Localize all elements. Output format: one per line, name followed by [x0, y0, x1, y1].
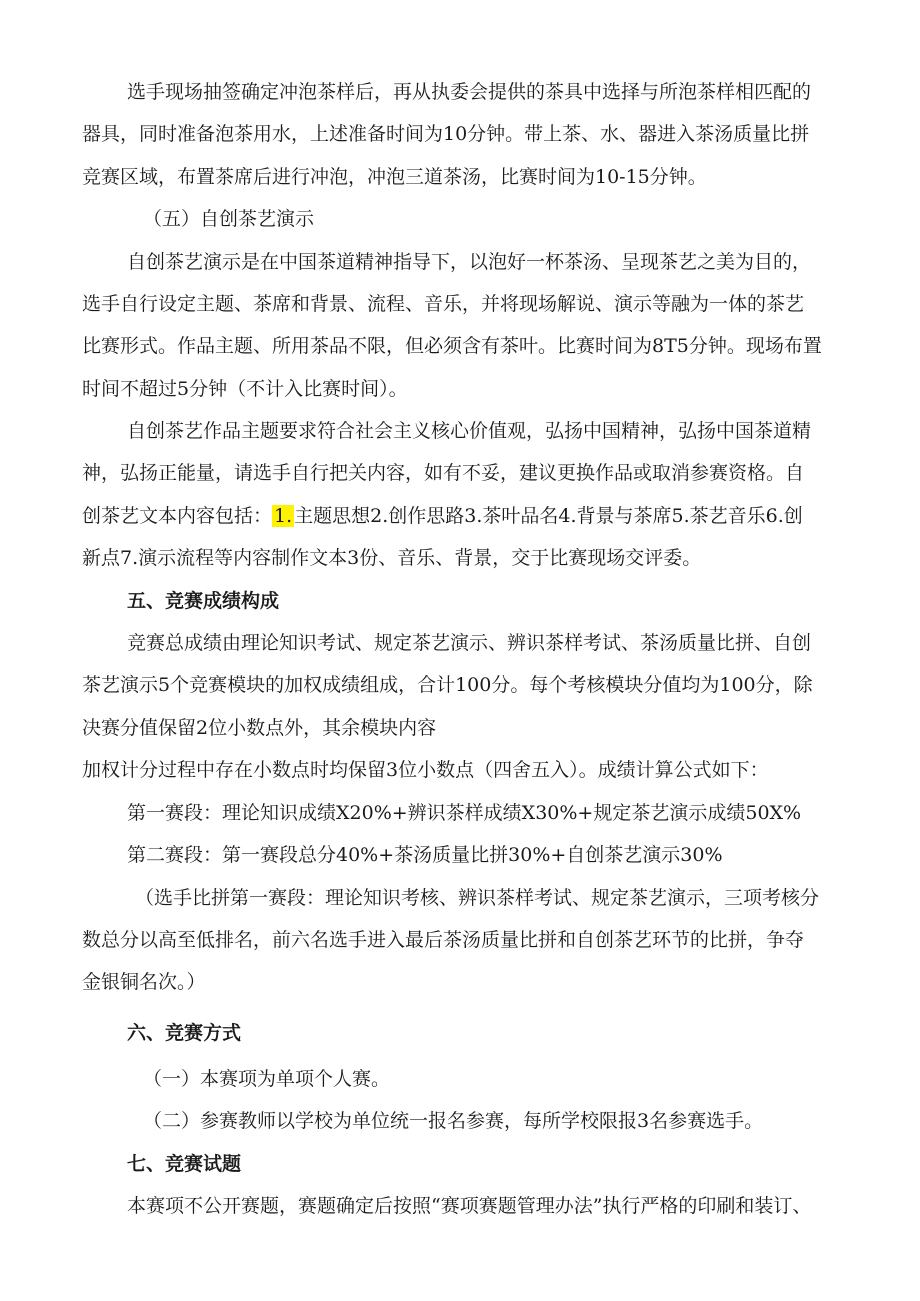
highlighted-number: 1.: [274, 505, 293, 527]
section-heading-6: 六、竞赛方式: [127, 1022, 242, 1044]
line-1: 选手现场抽签确定冲泡茶样后，再从执委会提供的茶具中选择与所泡茶样相匹配的: [127, 81, 812, 103]
line-10: 神，弘扬正能量，请选手自行把关内容，如有不妥，建议更换作品或取消参赛资格。自: [82, 462, 805, 484]
subheading-5: （五）自创茶艺演示: [143, 208, 315, 230]
formula-stage-1: 第一赛段：理论知识成绩X20%+辨识茶样成绩X30%+规定茶艺演示成绩50X%: [127, 802, 802, 824]
line-5: 自创茶艺演示是在中国茶道精神指导下，以泡好一杯茶汤、呈现茶艺之美为目的，: [127, 251, 812, 273]
formula-stage-2: 第二赛段：第一赛段总分40%+茶汤质量比拼30%+自创茶艺演示30%: [127, 844, 723, 866]
line-14: 竞赛总成绩由理论知识考试、规定茶艺演示、辨识茶样考试、茶汤质量比拼、自创: [127, 632, 812, 654]
line-15: 茶艺演示5个竞赛模块的加权成绩组成，合计100分。每个考核模块分值均为100分，除: [82, 674, 813, 696]
line-20: （选手比拼第一赛段：理论知识考核、辨识茶样考试、规定茶艺演示，三项考核分: [135, 887, 820, 909]
line-17: 加权计分过程中存在小数点时均保留3位小数点（四舍五入）。成绩计算公式如下：: [82, 759, 769, 781]
line-27: 本赛项不公开赛题，赛题确定后按照“赛项赛题管理办法”执行严格的印刷和装订、: [127, 1195, 812, 1217]
line-11: [82, 503, 803, 529]
line-6: 选手自行设定主题、茶席和背景、流程、音乐，并将现场解说、演示等融为一体的茶艺: [82, 293, 805, 315]
line-25: （二）参赛教师以学校为单位统一报名参赛，每所学校限报3名参赛选手。: [143, 1110, 764, 1132]
section-heading-7: 七、竞赛试题: [127, 1153, 242, 1175]
line-7: 比赛形式。作品主题、所用茶品不限，但必须含有茶叶。比赛时间为8T5分钟。现场布置: [82, 335, 822, 357]
line-21: 数总分以高至低排名，前六名选手进入最后茶汤质量比拼和自创茶艺环节的比拼，争夺: [82, 929, 805, 951]
line-3: 竞赛区域，布置茶席后进行冲泡，冲泡三道茶汤，比赛时间为10-15分钟。: [82, 166, 707, 188]
line-9: 自创茶艺作品主题要求符合社会主义核心价值观，弘扬中国精神，弘扬中国茶道精: [127, 420, 812, 442]
line-12: 新点7.演示流程等内容制作文本3份、音乐、背景，交于比赛现场交评委。: [82, 547, 702, 569]
line-8: 时间不超过5分钟（不计入比赛时间）。: [82, 378, 408, 400]
line-24: （一）本赛项为单项个人赛。: [143, 1068, 391, 1090]
section-heading-5: 五、竞赛成绩构成: [127, 590, 280, 612]
line-2: 器具，同时准备泡茶用水，上述准备时间为10分钟。带上茶、水、器进入茶汤质量比拼: [82, 123, 810, 145]
line-11-rest: 主题思想2.创作思路3.茶叶品名4.背景与茶席5.茶艺音乐6.创: [294, 505, 803, 527]
line-11-prefix: 创茶艺文本内容包括：: [82, 505, 273, 527]
line-16: 决赛分值保留2位小数点外，其余模块内容: [82, 717, 437, 739]
line-22: 金银铜名次。）: [82, 971, 206, 993]
